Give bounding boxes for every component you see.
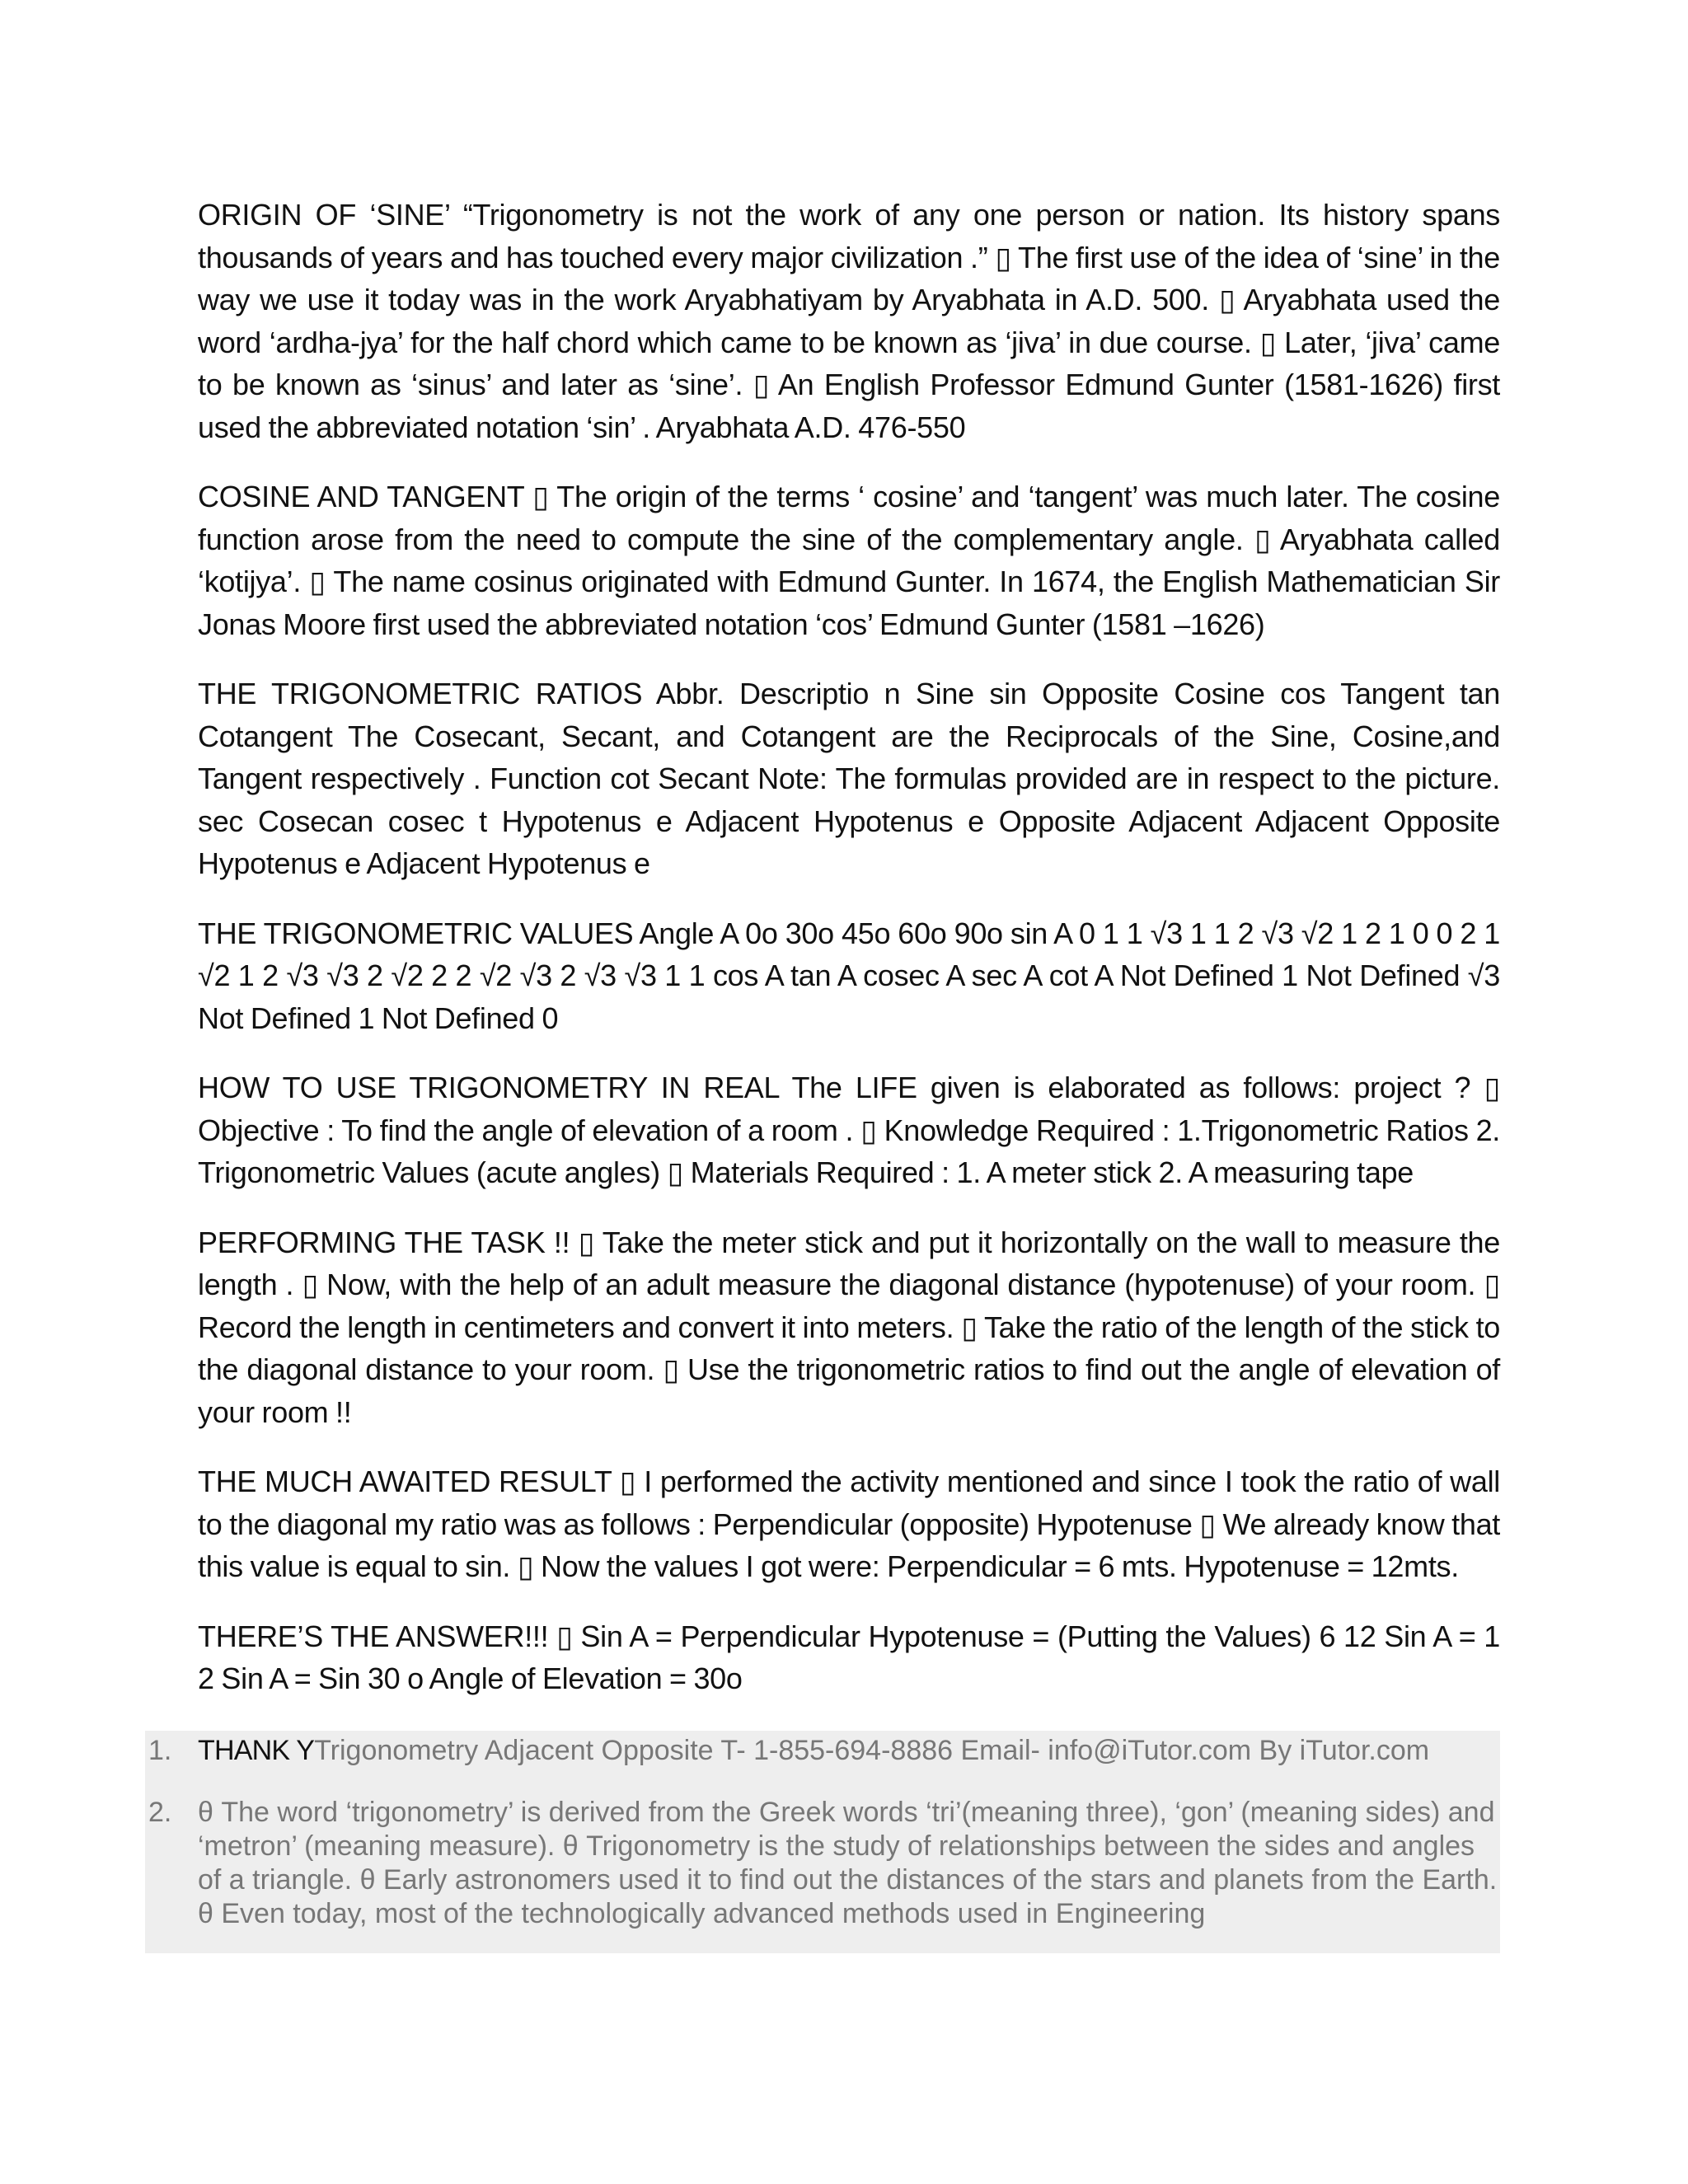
numbered-list (145, 1734, 1500, 1931)
paragraph-trigonometric-values: THE TRIGONOMETRIC VALUES Angle A 0o 30o 45o 60o 90o sin A 0 1 1 √3 1 1 2 √3 √2 1 2 1 0 0 2 1 √2 1 2 √3 √3 2 √2 2 2 √2 √3 2 √3 √3 1 1 cos A tan A cosec A sec A cot A Not Defined 1 Not Defined √3 Not Defined 1 Not Defined 0 (198, 916, 1500, 1035)
numbered-list-block (145, 1731, 1500, 1953)
paragraph-performing-the-task: PERFORMING THE TASK !! ▯ Take the meter stick and put it horizontally on the wall to measure the length . ▯ Now, with the help of an adult measure the diagonal distance (hypotenuse) of your room. ▯ Record the length in centimeters and convert it into meters. ▯ Take the ratio of the length of the stick to the diagonal distance to your room. ▯ Use the trigonometric ratios to find out the angle of elevation of your room !! (198, 1225, 1500, 1429)
list-item (145, 1796, 1500, 1931)
paragraph-how-to-use: HOW TO USE TRIGONOMETRY IN REAL The LIFE given is elaborated as follows: project ? ▯ Objective : To find the angle of elevation of a room . ▯ Knowledge Required : 1.Trigonometric Ratios 2. Trigonometric Values (acute angles) ▯ Materials Required : 1. A meter stick 2. A measuring tape (198, 1071, 1500, 1189)
paragraph-the-answer: THERE’S THE ANSWER!!! ▯ Sin A = Perpendicular Hypotenuse = (Putting the Values) 6 12 Sin A = 1 2 Sin A = Sin 30 o Angle of Elevation = 30o (198, 1619, 1500, 1695)
paragraph-awaited-result: THE MUCH AWAITED RESULT ▯ I performed the activity mentioned and since I took the ratio of wall to the diagonal my ratio was as follows : Perpendicular (opposite) Hypotenuse ▯ We already know that this value is equal to sin. ▯ Now the values I got were: Perpendicular = 6 mts. Hypotenuse = 12mts. (198, 1465, 1500, 1583)
document-body (198, 194, 1500, 1727)
list-item-number: 1. (148, 1735, 172, 1766)
paragraph-trigonometric-ratios: THE TRIGONOMETRIC RATIOS Abbr. Descriptio n Sine sin Opposite Cosine cos Tangent tan Cotangent The Cosecant, Secant, and Cotangent are the Reciprocals of the Sine, Cosine,and Tangent respectively . Function cot Secant Note: The formulas provided are in respect to the picture. sec Cosecan cosec t Hypotenus e Adjacent Hypotenus e Opposite Adjacent Adjacent Opposite Hypotenus e Adjacent Hypotenus e (198, 677, 1500, 880)
list-item-text: θ The word ‘trigonometry’ is derived from the Greek words ‘tri’(meaning three), ‘gon’ (meaning sides) and ‘metron’ (meaning measure). θ Trigonometry is the study of relationships between the sides and angles of a triangle. θ Early astronomers used it to find out the distances of the stars and planets from the Earth. θ Even today, most of the technologically advanced methods used in Engineering (198, 1797, 1498, 1929)
list-item-number: 2. (148, 1797, 172, 1828)
list-item-dark-text: THANK Y (198, 1735, 315, 1766)
paragraph-cosine-and-tangent: COSINE AND TANGENT ▯ The origin of the terms ‘ cosine’ and ‘tangent’ was much later. The cosine function arose from the need to compute the sine of the complementary angle. ▯ Aryabhata called ‘kotijya’. ▯ The name cosinus originated with Edmund Gunter. In 1674, the English Mathematician Sir Jonas Moore first used the abbreviated notation ‘cos’ Edmund Gunter (1581 –1626) (198, 480, 1500, 641)
list-item (145, 1734, 1500, 1768)
list-item-text: Trigonometry Adjacent Opposite T- 1-855-694-8886 Email- info@iTutor.com By iTutor.com (314, 1735, 1430, 1766)
paragraph-origin-of-sine: ORIGIN OF ‘SINE’ “Trigonometry is not the work of any one person or nation. Its history spans thousands of years and has touched every major civilization .” ▯ The first use of the idea of ‘sine’ in the way we use it today was in the work Aryabhatiyam by Aryabhata in A.D. 500. ▯ Aryabhata used the word ‘ardha-jya’ for the half chord which came to be known as ‘jiva’ in due course. ▯ Later, ‘jiva’ came to be known as ‘sinus’ and later as ‘sine’. ▯ An English Professor Edmund Gunter (1581-1626) first used the abbreviated notation ‘sin’ . Aryabhata A.D. 476-550 (198, 198, 1500, 444)
